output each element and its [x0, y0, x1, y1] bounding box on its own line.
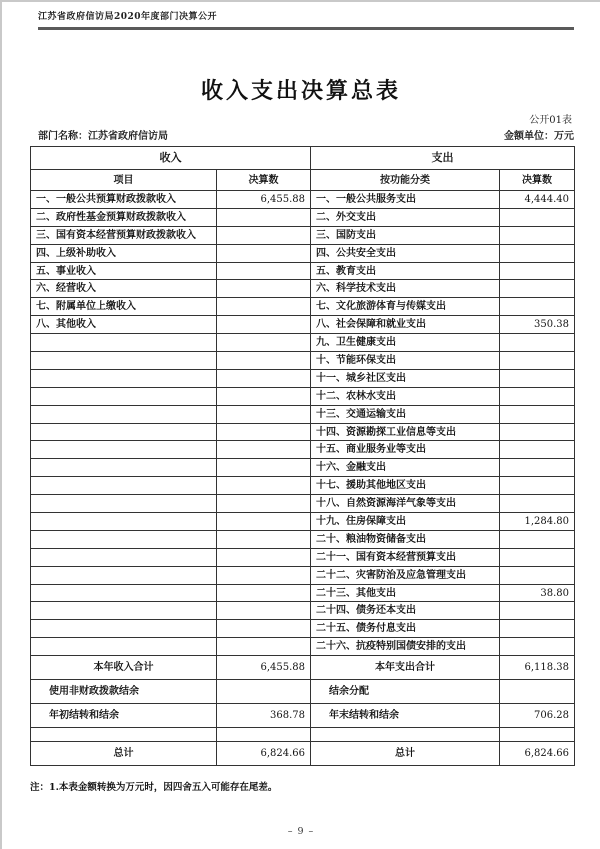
income-amount-cell — [217, 602, 311, 620]
expense-item-cell: 二十一、国有资本经营预算支出 — [311, 548, 500, 566]
expense-item-cell: 十二、农林水支出 — [311, 387, 500, 405]
expense-amount-cell — [500, 477, 575, 495]
expense-item-cell: 本年支出合计 — [311, 656, 500, 680]
income-item-cell — [31, 566, 217, 584]
table-row — [31, 680, 575, 704]
income-item-cell: 三、国有资本经营预算财政拨款收入 — [31, 226, 217, 244]
income-amount-cell — [217, 405, 311, 423]
expense-amount-cell — [500, 208, 575, 226]
expense-item-cell: 年末结转和结余 — [311, 704, 500, 728]
income-item-cell — [31, 387, 217, 405]
expense-amount-cell — [500, 530, 575, 548]
income-item-cell — [31, 620, 217, 638]
income-amount-cell: 6,455.88 — [217, 656, 311, 680]
table-row — [31, 513, 575, 531]
income-item-column-header: 项目 — [31, 170, 217, 191]
department-name: 部门名称：江苏省政府信访局 — [38, 131, 168, 142]
income-amount-cell — [217, 334, 311, 352]
header-divider — [38, 27, 574, 30]
expense-item-cell: 结余分配 — [311, 680, 500, 704]
table-row — [31, 459, 575, 477]
expense-item-cell: 总计 — [311, 742, 500, 766]
income-amount-cell — [217, 620, 311, 638]
income-item-cell: 使用非财政拨款结余 — [31, 680, 217, 704]
expense-amount-cell — [500, 620, 575, 638]
expense-item-cell — [311, 728, 500, 742]
table-row — [31, 638, 575, 656]
expense-item-cell: 十、节能环保支出 — [311, 352, 500, 370]
expense-amount-cell — [500, 602, 575, 620]
income-item-cell — [31, 602, 217, 620]
income-amount-cell — [217, 477, 311, 495]
document-header: 江苏省政府信访局2020年度部门决算公开 — [38, 12, 218, 22]
expense-item-cell: 二十三、其他支出 — [311, 584, 500, 602]
income-amount-cell — [217, 244, 311, 262]
expense-amount-cell — [500, 423, 575, 441]
section-header-row — [31, 147, 575, 170]
income-amount-cell — [217, 728, 311, 742]
income-item-cell: 六、经营收入 — [31, 280, 217, 298]
expense-item-cell: 七、文化旅游体育与传媒支出 — [311, 298, 500, 316]
page-title: 收入支出决算总表 — [200, 78, 401, 104]
income-amount-cell — [217, 262, 311, 280]
income-item-cell: 二、政府性基金预算财政拨款收入 — [31, 208, 217, 226]
expense-amount-cell: 350.38 — [500, 316, 575, 334]
table-row — [31, 441, 575, 459]
table-row — [31, 208, 575, 226]
income-amount-cell — [217, 513, 311, 531]
expense-amount-cell — [500, 728, 575, 742]
income-amount-cell — [217, 548, 311, 566]
income-item-cell — [31, 334, 217, 352]
table-row — [31, 352, 575, 370]
expense-item-cell: 六、科学技术支出 — [311, 280, 500, 298]
expense-amount-cell — [500, 352, 575, 370]
expense-amount-cell — [500, 495, 575, 513]
income-item-cell — [31, 369, 217, 387]
expense-amount-cell — [500, 566, 575, 584]
income-amount-cell — [217, 530, 311, 548]
expense-item-cell: 二、外交支出 — [311, 208, 500, 226]
table-row — [31, 316, 575, 334]
table-row — [31, 566, 575, 584]
expense-amount-cell — [500, 298, 575, 316]
table-row — [31, 191, 575, 209]
income-amount-cell — [217, 280, 311, 298]
table-row — [31, 728, 575, 742]
expense-item-cell: 十八、自然资源海洋气象等支出 — [311, 495, 500, 513]
expense-amount-cell — [500, 369, 575, 387]
income-item-cell — [31, 477, 217, 495]
income-item-cell: 年初结转和结余 — [31, 704, 217, 728]
income-amount-cell — [217, 298, 311, 316]
table-row — [31, 369, 575, 387]
expense-amount-cell: 1,284.80 — [500, 513, 575, 531]
table-row — [31, 387, 575, 405]
expense-item-cell: 十一、城乡社区支出 — [311, 369, 500, 387]
expense-item-cell: 一、一般公共服务支出 — [311, 191, 500, 209]
table-row — [31, 405, 575, 423]
expense-amount-cell: 706.28 — [500, 704, 575, 728]
expense-item-cell: 十四、资源勘探工业信息等支出 — [311, 423, 500, 441]
income-item-cell — [31, 495, 217, 513]
income-amount-cell — [217, 584, 311, 602]
income-item-cell: 本年收入合计 — [31, 656, 217, 680]
expense-item-cell: 二十四、债务还本支出 — [311, 602, 500, 620]
unit-label: 金额单位：万元 — [504, 131, 574, 142]
income-item-cell: 一、一般公共预算财政拨款收入 — [31, 191, 217, 209]
table-row — [31, 495, 575, 513]
table-row — [31, 742, 575, 766]
expense-amount-cell — [500, 262, 575, 280]
expense-item-cell: 九、卫生健康支出 — [311, 334, 500, 352]
expense-item-cell: 十五、商业服务业等支出 — [311, 441, 500, 459]
table-row — [31, 244, 575, 262]
income-item-cell — [31, 513, 217, 531]
expense-item-cell: 八、社会保障和就业支出 — [311, 316, 500, 334]
expense-item-cell: 四、公共安全支出 — [311, 244, 500, 262]
expense-item-cell: 十六、金融支出 — [311, 459, 500, 477]
table-row — [31, 423, 575, 441]
expense-item-cell: 二十二、灾害防治及应急管理支出 — [311, 566, 500, 584]
income-amount-column-header: 决算数 — [217, 170, 311, 191]
table-row — [31, 477, 575, 495]
income-section-header: 收入 — [31, 147, 311, 170]
table-row — [31, 280, 575, 298]
income-amount-cell — [217, 459, 311, 477]
table-row — [31, 548, 575, 566]
income-item-cell — [31, 728, 217, 742]
income-item-cell: 七、附属单位上缴收入 — [31, 298, 217, 316]
income-item-cell — [31, 548, 217, 566]
page-number: – 9 – — [287, 826, 315, 837]
income-amount-cell — [217, 423, 311, 441]
footnote: 注：1.本表金额转换为万元时，因四舍五入可能存在尾差。 — [30, 782, 278, 793]
income-item-cell — [31, 459, 217, 477]
table-meta-row — [38, 127, 574, 142]
income-item-cell: 总计 — [31, 742, 217, 766]
income-item-cell — [31, 584, 217, 602]
expense-amount-cell: 6,118.38 — [500, 656, 575, 680]
expense-amount-cell: 6,824.66 — [500, 742, 575, 766]
income-item-cell — [31, 530, 217, 548]
income-amount-cell — [217, 566, 311, 584]
expense-amount-cell — [500, 441, 575, 459]
income-item-cell — [31, 441, 217, 459]
expense-item-cell: 二十六、抗疫特别国债安排的支出 — [311, 638, 500, 656]
income-amount-cell — [217, 208, 311, 226]
expense-item-cell: 二十五、债务付息支出 — [311, 620, 500, 638]
income-amount-cell — [217, 369, 311, 387]
income-amount-cell — [217, 638, 311, 656]
expense-amount-cell — [500, 680, 575, 704]
table-row — [31, 656, 575, 680]
expense-amount-column-header: 决算数 — [500, 170, 575, 191]
income-amount-cell — [217, 495, 311, 513]
table-code-label: 公开01表 — [529, 115, 572, 126]
income-amount-cell — [217, 441, 311, 459]
expense-item-cell: 三、国防支出 — [311, 226, 500, 244]
expense-amount-cell — [500, 226, 575, 244]
income-item-cell — [31, 638, 217, 656]
expense-amount-cell — [500, 638, 575, 656]
expense-section-header: 支出 — [311, 147, 575, 170]
income-amount-cell — [217, 316, 311, 334]
income-amount-cell — [217, 387, 311, 405]
income-item-cell — [31, 405, 217, 423]
expense-amount-cell — [500, 459, 575, 477]
table-row — [31, 584, 575, 602]
table-row — [31, 530, 575, 548]
income-amount-cell — [217, 226, 311, 244]
table-row — [31, 704, 575, 728]
expense-amount-cell — [500, 405, 575, 423]
expense-item-cell: 十七、援助其他地区支出 — [311, 477, 500, 495]
column-header-row — [31, 170, 575, 191]
table-row — [31, 226, 575, 244]
budget-table — [30, 146, 575, 766]
income-amount-cell: 6,455.88 — [217, 191, 311, 209]
income-item-cell: 四、上级补助收入 — [31, 244, 217, 262]
expense-amount-cell — [500, 244, 575, 262]
income-item-cell: 五、事业收入 — [31, 262, 217, 280]
expense-item-cell: 十三、交通运输支出 — [311, 405, 500, 423]
expense-amount-cell — [500, 548, 575, 566]
table-row — [31, 620, 575, 638]
table-row — [31, 334, 575, 352]
income-amount-cell: 6,824.66 — [217, 742, 311, 766]
income-amount-cell — [217, 680, 311, 704]
expense-amount-cell: 38.80 — [500, 584, 575, 602]
table-row — [31, 298, 575, 316]
table-row — [31, 602, 575, 620]
budget-table-body — [31, 191, 575, 766]
expense-amount-cell — [500, 334, 575, 352]
income-item-cell — [31, 352, 217, 370]
expense-amount-cell — [500, 387, 575, 405]
expense-item-cell: 二十、粮油物资储备支出 — [311, 530, 500, 548]
income-amount-cell: 368.78 — [217, 704, 311, 728]
income-amount-cell — [217, 352, 311, 370]
expense-item-column-header: 按功能分类 — [311, 170, 500, 191]
expense-item-cell: 十九、住房保障支出 — [311, 513, 500, 531]
expense-item-cell: 五、教育支出 — [311, 262, 500, 280]
income-item-cell — [31, 423, 217, 441]
income-item-cell: 八、其他收入 — [31, 316, 217, 334]
expense-amount-cell — [500, 280, 575, 298]
expense-amount-cell: 4,444.40 — [500, 191, 575, 209]
table-row — [31, 262, 575, 280]
